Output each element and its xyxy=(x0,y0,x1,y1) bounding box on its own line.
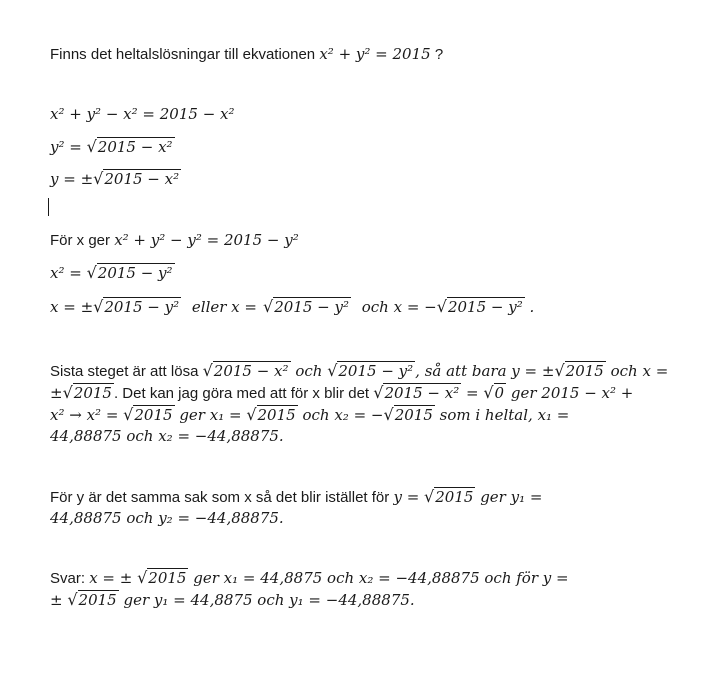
step-y-intro-text: För x ger xyxy=(50,232,115,249)
text: som i heltal, x₁ = xyxy=(434,406,570,424)
para1-line4: 44,88875 och x₂ = −44,88875. xyxy=(50,427,284,445)
text: ger x₁ = 44,8875 och x₂ = −44,88875 och för y = xyxy=(188,569,569,587)
step-y-intro xyxy=(50,230,299,251)
sqrt-expression: √2015 xyxy=(554,361,604,380)
radicand: 2015 xyxy=(134,406,173,424)
period: . xyxy=(524,298,535,316)
radicand: 2015 xyxy=(435,488,474,506)
text: = xyxy=(461,384,484,402)
sqrt-expression: √2015 − y² xyxy=(93,297,180,316)
sqrt-expression: √2015 − x² xyxy=(86,137,173,156)
sqrt-expression: √2015 xyxy=(137,568,187,587)
step-x1: x² + y² − x² = 2015 − x² xyxy=(50,105,235,123)
text: ger x₁ = xyxy=(174,406,247,424)
text: . Det kan jag göra med att för x blir det xyxy=(113,385,374,402)
radicand: 2015 − y² xyxy=(104,298,180,316)
radicand: 2015 − y² xyxy=(447,298,523,316)
radicand: 2015 − x² xyxy=(104,170,180,188)
sqrt-expression: √2015 − y² xyxy=(436,297,523,316)
text: Sista steget är att lösa xyxy=(50,363,203,380)
question-line xyxy=(50,44,443,65)
radicand: 2015 xyxy=(257,406,296,424)
sqrt-expression: √2015 xyxy=(67,590,117,609)
radicand: 2015 xyxy=(394,406,433,424)
sqrt-expression: √2015 xyxy=(383,405,433,424)
radicand: 2015 xyxy=(73,384,112,402)
para1-line2 xyxy=(50,383,633,404)
text: ± xyxy=(50,384,63,402)
text: och xyxy=(290,362,328,380)
text: ger y₁ = 44,8875 och y₁ = −44,88875. xyxy=(118,591,415,609)
text: , så att bara y = ± xyxy=(415,362,555,380)
answer-line2 xyxy=(50,590,415,610)
och-text: och x = − xyxy=(361,298,437,316)
step-x3 xyxy=(50,169,181,189)
sqrt-expression: √2015 xyxy=(246,405,296,424)
radicand: 2015 − y² xyxy=(274,298,349,316)
text-cursor xyxy=(48,198,49,216)
step-x2-lhs: y² = xyxy=(50,138,87,156)
radicand: 2015 − x² xyxy=(384,384,460,402)
sqrt-expression: √2015 xyxy=(424,487,474,506)
radicand: 0 xyxy=(494,384,505,402)
question-equation: x² + y² = 2015 xyxy=(319,45,431,63)
sqrt-expression: √0 xyxy=(483,383,505,402)
text: y = xyxy=(393,488,425,506)
para1-line1 xyxy=(50,361,668,382)
answer-label: Svar: xyxy=(50,570,90,587)
answer-line1 xyxy=(50,568,569,589)
text: ger 2015 − x² + xyxy=(506,384,634,402)
radicand: 2015 − x² xyxy=(213,362,289,380)
sqrt-expression: √2015 − y² xyxy=(327,361,414,380)
text: ger y₁ = xyxy=(475,488,543,506)
eller-text: eller x = xyxy=(191,298,257,316)
radicand: 2015 xyxy=(148,569,187,587)
step-y2-lhs: x² = xyxy=(50,264,87,282)
step-x3-lhs: y = ± xyxy=(50,170,94,188)
sqrt-expression: √2015 xyxy=(62,383,112,402)
question-end: ? xyxy=(430,46,444,63)
text: x = ± xyxy=(89,569,138,587)
para2-line1 xyxy=(50,487,542,508)
radicand: 2015 − y² xyxy=(97,264,173,282)
text: ± xyxy=(50,591,68,609)
para1-line3 xyxy=(50,405,569,425)
sqrt-expression: √2015 − y² xyxy=(262,297,349,316)
step-y3-lhs: x = ± xyxy=(50,298,94,316)
text: och x = xyxy=(605,362,669,380)
sqrt-expression: √2015 − x² xyxy=(373,383,460,402)
radicand: 2015 − y² xyxy=(338,362,414,380)
radicand: 2015 − x² xyxy=(97,138,173,156)
sqrt-expression: √2015 xyxy=(123,405,173,424)
sqrt-expression: √2015 − y² xyxy=(86,263,173,282)
text: x² → x² = xyxy=(50,406,124,424)
step-x2 xyxy=(50,137,175,157)
text: För y är det samma sak som x så det blir istället för xyxy=(50,489,394,506)
question-text: Finns det heltalslösningar till ekvationen xyxy=(50,46,320,63)
radicand: 2015 xyxy=(565,362,604,380)
radicand: 2015 xyxy=(78,591,117,609)
step-y2 xyxy=(50,263,175,283)
sqrt-expression: √2015 − x² xyxy=(93,169,180,188)
step-y-intro-eq: x² + y² − y² = 2015 − y² xyxy=(114,231,299,249)
step-y3 xyxy=(50,297,534,317)
sqrt-expression: √2015 − x² xyxy=(202,361,289,380)
para2-line2: 44,88875 och y₂ = −44,88875. xyxy=(50,509,284,527)
text: och x₂ = − xyxy=(297,406,384,424)
